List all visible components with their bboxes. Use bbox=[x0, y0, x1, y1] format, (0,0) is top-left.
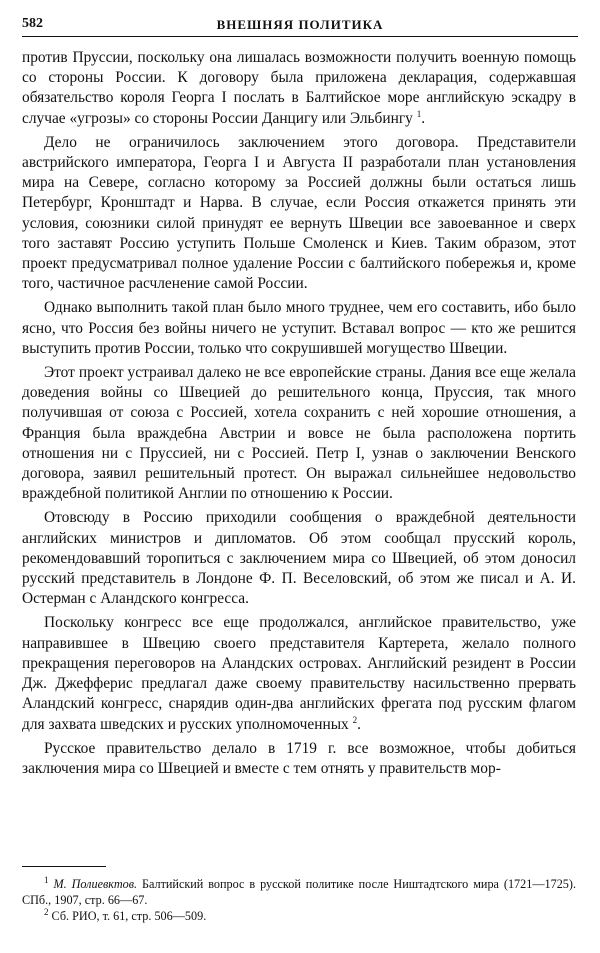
page-header bbox=[22, 14, 578, 37]
paragraph: Однако выполнить такой план было много труднее, чем его составить, ибо было ясно, что Россия без войны ничего не уступит. Вставал вопрос — кто же решится выступить против России, только что сокрушившей могущество Швеции. bbox=[22, 299, 576, 357]
paragraph: против Пруссии, поскольку она лишалась возможности получить военную помощь со стороны России. К договору была приложена декларация, содержавшая обязательство короля Георга I послать в Балтийское море английскую эскадру в случае «угрозы» со стороны России Данцигу или Эльбингу $^1$. bbox=[22, 49, 576, 127]
footnote-author: М. Полиевктов. bbox=[53, 877, 138, 891]
page-number: 582 bbox=[22, 16, 43, 31]
footnote-text: Балтийский вопрос в русской политике после Ништадтского мира (1721—1725). СПб., 1907, стр. 66—67. bbox=[22, 877, 576, 907]
footnote-text: Сб. РИО, т. 61, стр. 506—509. bbox=[51, 909, 207, 923]
paragraph: Отовсюду в Россию приходили сообщения о враждебной деятельности английских министров и дипломатов. Об этом сообщал прусский король, рекомендовавший торопиться с заключением мира со Швецией, об этом доносил русский представитель в Лондоне Ф. П. Веселовский, об этом же писал и А. И. Остерман с Аландского конгресса. bbox=[22, 509, 576, 608]
footnotes bbox=[22, 876, 576, 924]
paragraph: Русское правительство делало в 1719 г. все возможное, чтобы добиться заключения мира со Швецией и вместе с тем отнять у правительств мор- bbox=[22, 739, 576, 777]
paragraph: Этот проект устраивал далеко не все европейские страны. Дания все еще желала доведения войны со Швецией до решительного конца, Пруссия, так много получившая от союза с Россией, хотела сохранить с ней хорошие отношения, а Франция была враждебна Австрии и вовсе не была расположена портить отношения ни с Пруссией, ни с Россией. Петр I, узнав о заключении Венского договора, заявил решительный протест. Он выражал сильнейшее недовольство враждебной политикой Англии по отношению к России. bbox=[22, 364, 576, 503]
footnote-divider bbox=[22, 866, 106, 867]
footnote-ref[interactable]: 1 bbox=[416, 108, 422, 119]
footnote bbox=[22, 908, 576, 924]
footnote-ref[interactable]: 2 bbox=[352, 714, 358, 725]
footnote-marker: 2 bbox=[44, 906, 49, 917]
running-title: ВНЕШНЯЯ ПОЛИТИКА bbox=[216, 17, 384, 32]
paragraph: Дело не ограничилось заключением этого договора. Представители австрийского императора, Георга I и Августа II разработали план установления мира на Севере, согласно которому за Россией должны были остаться лишь Петербург, Кронштадт и Нарва. В случае, если Россия откажется принять эти условия, союзники силой принудят ее вернуть Швеции все завоеванное и сверх того заставят Россию уступить Польше Смоленск и Киев. Таким образом, этот проект предусматривал полное удаление России с балтийского побережья и, кроме того, частичное расчленение самой России. bbox=[22, 133, 576, 293]
main-text bbox=[22, 48, 576, 783]
footnote bbox=[22, 876, 576, 908]
paragraph: Поскольку конгресс все еще продолжался, английское правительство, уже направившее в Швецию своего представителя Картерета, желало полного прекращения переговоров на Аландских островах. Английский резидент в России Дж. Джефферис предлагал даже своему правительству насильственно прервать Аландский конгресс, снарядив один-два английских фрегата под русским флагом для захвата шведских и русских уполномоченных $^2$. bbox=[22, 614, 576, 733]
footnote-marker: 1 bbox=[44, 874, 49, 885]
